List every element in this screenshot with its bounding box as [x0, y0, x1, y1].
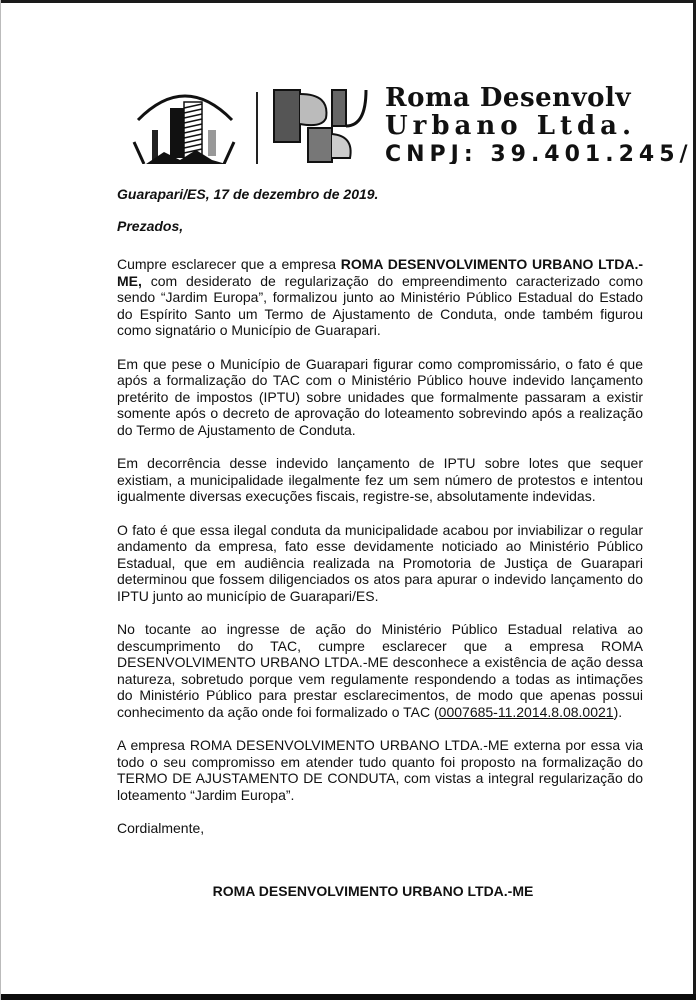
paragraph-6: A empresa ROMA DESENVOLVIMENTO URBANO LTDA.-ME externa por essa via todo o seu compromisso em atender tudo quanto foi proposto na formalização do TERMO DE AJUSTAMENTO DE CONDUTA, com vistas a integral regularização do loteamento “Jardim Europa”. — [117, 737, 643, 803]
ru-monogram-logo-icon — [270, 84, 370, 164]
letterhead-divider — [256, 92, 258, 164]
letter-closing: Cordialmente, — [117, 820, 205, 836]
company-name-line1: Roma Desenvolv — [385, 83, 631, 113]
paragraph-3: Em decorrência desse indevido lançamento de IPTU sobre lotes que sequer existiam, a municipalidade ilegalmente fez um sem número de protestos e intentou igualmente diversas execuções fiscais, registre-se, absolutamente indevidas. — [117, 455, 643, 504]
paragraph-2: Em que pese o Município de Guarapari figurar como compromissário, o fato é que após a formalização do TAC com o Ministério Público houve indevido lançamento pretérito de impostos (IPTU) sobre unidades que formalmente passaram a existir somente após o decreto de aprovação do loteamento sobrevindo após a realização do Termo de Ajustamento de Conduta. — [117, 355, 643, 438]
case-number: 0007685-11.2014.8.08.0021 — [438, 703, 614, 720]
company-name-bold: ROMA DESENVOLVIMENTO URBANO LTDA.-ME, — [117, 256, 644, 289]
scan-border-bottom — [0, 994, 696, 1000]
scan-border-top — [0, 0, 696, 3]
letter-body — [117, 186, 643, 837]
building-logo-icon — [130, 80, 240, 164]
paragraph-1 — [117, 256, 643, 339]
company-name — [385, 84, 636, 140]
letterhead — [130, 80, 696, 164]
letter-greeting: Prezados, — [117, 217, 184, 234]
scan-border-left — [0, 0, 1, 1000]
paragraph-4: O fato é que essa ilegal conduta da municipalidade acabou por inviabilizar o regular andamento da empresa, fato esse devidamente noticiado ao Ministério Público Estadual, que em audiência realizada na Promotoria de Justiça de Guarapari determinou que fossem diligenciados os atos para apurar o indevido lançamento do IPTU junto ao município de Guarapari/ES. — [117, 521, 643, 604]
paragraph-5-text-b: ). — [613, 703, 623, 720]
paragraph-5 — [117, 621, 643, 720]
paragraph-1-text-b: com desiderato de regularização do empreendimento caracterizado como sendo “Jardim Europa”, formalizou junto ao Ministério Público Estadual do Estado do Espírito Santo um Termo de Ajustamento de Conduta, onde também figurou como signatário o Município de Guarapari. — [117, 272, 643, 338]
paragraph-1-text-a: Cumpre esclarecer que a empresa — [117, 256, 341, 272]
paragraph-5-text-a: No tocante ao ingresse de ação do Ministério Público Estadual relativa ao descumprimento do TAC, cumpre esclarecer que a empresa ROMA DESENVOLVIMENTO URBANO LTDA.-ME desconhece a existência de ação dessa natureza, sobretudo porque vem regulamente respondendo a todas as intimações do Ministério Público para prestar esclarecimentos, de modo que apenas possui conhecimento da ação onde foi formalizado o TAC ( — [117, 621, 643, 720]
signature-company: ROMA DESENVOLVIMENTO URBANO LTDA.-ME — [212, 883, 534, 899]
letter-date: Guarapari/ES, 17 de dezembro de 2019. — [117, 186, 379, 202]
cnpj-number: CNPJ: 39.401.245/ — [385, 142, 693, 164]
company-name-line2: Urbano Ltda. — [385, 111, 637, 141]
